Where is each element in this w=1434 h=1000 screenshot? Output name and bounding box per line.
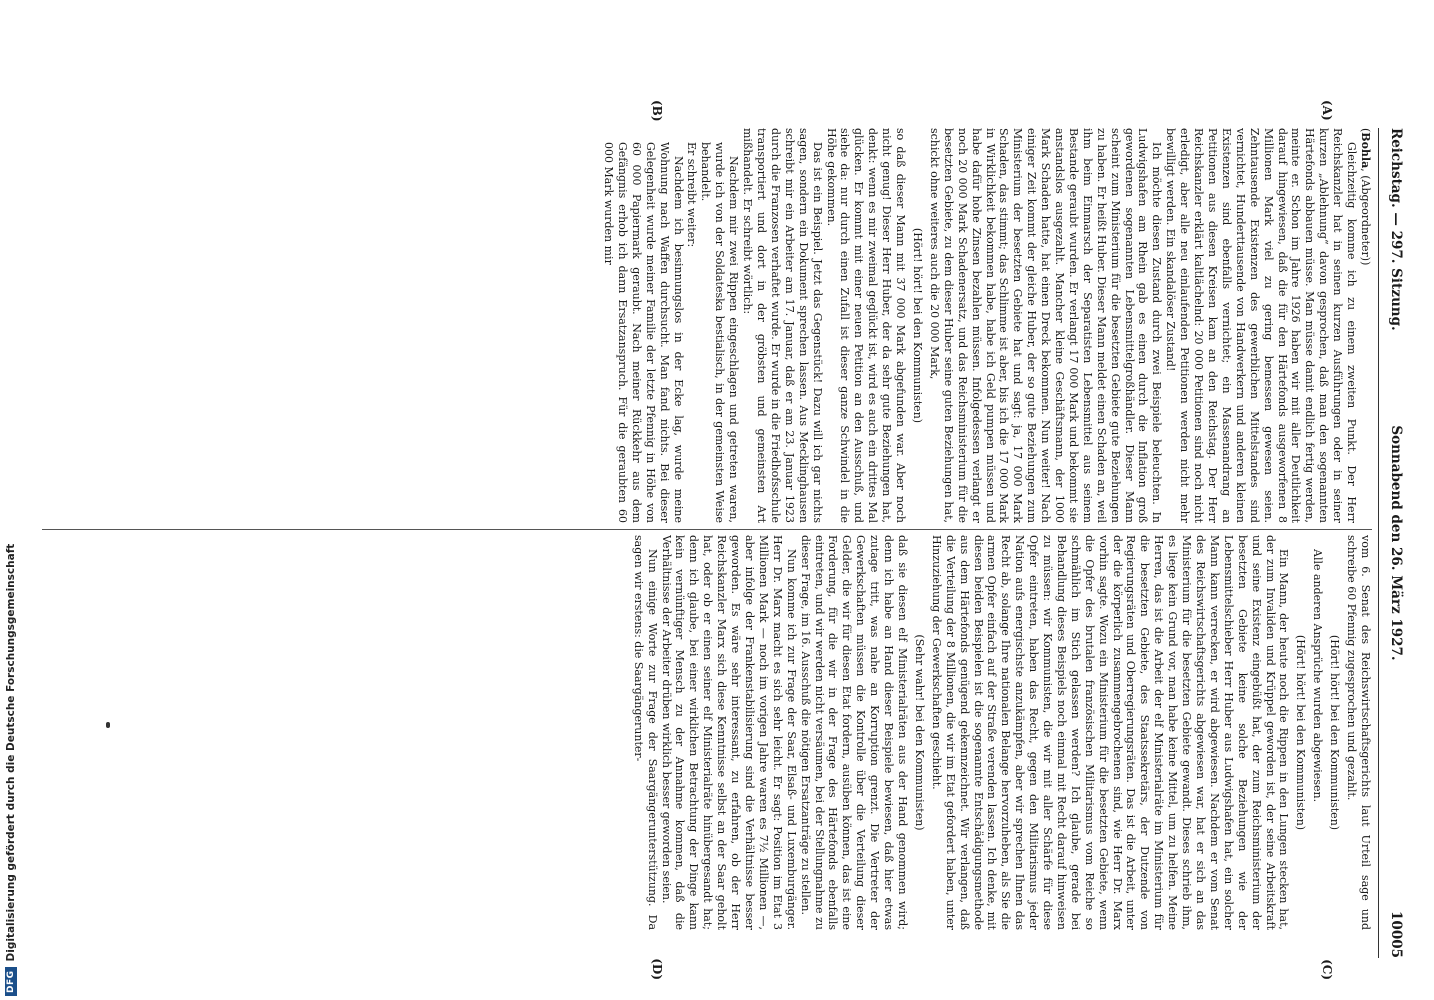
- digitization-strip: [0, 0, 22, 1000]
- speaker-line: (Bohla, (Abgeordneter)): [1359, 128, 1372, 266]
- paragraph: Gleichzeitig komme ich zu einem zweiten Punkt. Der Herr Reichskanzler hat in seinen kurzen Ausführungen oder in seiner kurzen „Ablehnung“ davon gesprochen, daß man den sogenannten Härtefonds abbauen müsse. Man müsse damit endlich fertig werden, meinte er. Schon im Jahre 1926 haben wir mit aller Deutlichkeit darauf hingewiesen, daß die für den Härtefonds ausgeworfenen 8 Millionen Mark viel zu gering bemessen gewesen seien. Zehntausende Existenzen des gewerblichen Mittelstandes sind vernichtet, Hunderttausende von Handwerkern und anderen kleinen Existenzen sind ebenfalls vernichtet; ein Massenandrang an Petitionen aus diesen Kreisen kam an den Reichstag. Der Herr Reichskanzler erklärt kaltlächelnd: 20 000 Petitionen sind noch nicht erledigt, aber alle neu einlaufenden Petitionen werden nicht mehr bewilligt werden. Ein skandalöser Zustand!: [1164, 128, 1359, 523]
- paragraph: Alle anderen Ansprüche wurden abgewiesen.: [1311, 549, 1325, 803]
- paragraph: Ein Mann, der heute noch die Rippen in den Lungen stecken hat, der zum Invaliden und Krüppel geworden ist, der seine Arbeitskraft und seine Existenz eingebüßt hat, der zum Reichsministerium der besetzten Gebiete keine solche Beziehungen wie der Lebensmittelschieber Herr Huber aus Ludwigshafen hat, ein solcher Mann kann verrecken, er wird abgewiesen. Nachdem er vom Senat des Reichswirtschaftsgerichts abgewiesen war, hat er sich an das Ministerium für die besetzten Gebiete gewandt. Dieses schrieb ihm, es liege kein Grund vor, man habe keine Mittel, um zu helfen. Meine Herren, das ist die Arbeit der elf Ministerialräte im Ministerium für die besetzten Gebiete, des Staatssekretärs, der Dutzende von Regierungsräten und Oberregierungsräten. Das ist die Arbeit, unter der die körperlich zusammengebrochenen sind, wie Herr Dr. Marx vorhin sagte. Wozu ein Ministerium für die besetzten Gebiete, wenn die Opfer des brutalen französischen Militarismus vom Reiche so schmählich im Stich gelassen werden? Ich glaube, gerade bei Behandlung dieses Beispiels noch einmal mit Recht darauf hinweisen zu müssen: wir Kommunisten, die wir mit aller Schärfe für diese Opfer eintreten, haben das Recht, gegen den Militarismus jeder Nation aufs energischste anzukämpfen, aber wir sprechen Ihnen das Recht ab, solange Ihre nationalen Belange hervorzuheben, als Sie die armen Opfer einfach auf der Straße verenden lassen. Ich denke, mit diesen beiden Beispielen ist die sogenannte Entschädigungsmethode aus dem Härtefonds genügend gekennzeichnet. Wir verlangen, daß die Verteilung der 8 Millionen, die wir im Etat gefordert haben, unter Hinzuziehung der Gewerkschaften geschieht.: [929, 535, 1291, 930]
- interjection: (Hört! hört! bei den Kommunisten): [1328, 634, 1342, 831]
- speaker-role: (Abgeordneter): [1359, 175, 1372, 262]
- speaker-name: Bohla: [1359, 132, 1372, 169]
- paragraph: Das ist ein Beispiel. Jetzt das Gegenstück! Dazu will ich gar nichts sagen, sondern ein Dokument sprechen lassen. Aus Mecklinghausen schreibt mir ein Arbeiter am 17. Januar, daß er am 23. Januar 1923 durch die Franzosen verhaftet wurde. Er wurde in die Friedhofsschule transportiert und dort in der gröbsten und gemeinsten Art mißhandelt. Er schreibt wörtlich:: [741, 128, 824, 523]
- quote: Nachdem mir zwei Rippen eingeschlagen und getreten waren, wurde ich von der Soldateska bestialisch, in der gemeinsten Weise behandelt.: [699, 142, 741, 523]
- paragraph: vom 6. Senat des Reichswirtschaftsgerichts laut Urteil sage und schreibe 60 Pfennig zugesprochen und gezahlt.: [1345, 535, 1372, 930]
- margin-marker-b: (B): [650, 100, 664, 122]
- paragraph: Nun komme ich zur Frage der Saar, Elsaß- und Luxemburgänger. Herr Dr. Marx macht es sich sehr leicht. Er sagt: Position im Etat 3 Millionen Mark — noch im vorigen Jahre waren es 7½ Millionen —, aber infolge der Frankenstabilisierung sind die Verhältnisse besser geworden. Es wäre sehr interessant, zu erfahren, ob der Herr Reichskanzler Marx sich diese Kenntnisse selbst an der Saar geholt hat, oder ob er einen seiner elf Ministerialräte hinübergesandt hat; denn ich glaube, bei einer wirklichen Betrachtung der Dinge kann kein vernünftiger Mensch zu der Annahme kommen, daß die Verhältnisse der Arbeiter drüben wirklich besser geworden seien.: [659, 535, 798, 930]
- margin-marker-d: (D): [650, 958, 664, 980]
- dfg-logo: DFG: [5, 967, 17, 996]
- column-divider: [42, 529, 1372, 530]
- quote: Nachdem ich besinnungslos in der Ecke lag, wurde meine Wohnung nach Waffen durchsucht. Man fand nichts. Bei dieser Gelegenheit wurde meiner Familie der letzte Pfennig in Höhe von 60 000 Papiermark geraubt. Nach meiner Rückkehr aus dem Gefängnis erhob ich dann Ersatzanspruch. Für die geraubten 60 000 Mark wurden mir: [602, 142, 685, 523]
- interjection: (Hört! hört! bei den Kommunisten): [1294, 634, 1308, 831]
- interjection: (Hört! hört! bei den Kommunisten): [911, 227, 924, 424]
- digitization-credit: Digitalisierung gefördert durch die Deutsche Forschungsgemeinschaft: [5, 543, 17, 962]
- paragraph: Ich möchte diesen Zustand durch zwei Beispiele beleuchten. In Ludwigshafen am Rhein gab es einen durch die Inflation groß gewordenen sogenannten Lebensmittelgroßhändler. Dieser Mann scheint zum Ministerium für die besetzten Gebiete gute Beziehungen zu haben. Er heißt Huber. Dieser Mann meldet einen Schaden an, weil ihm beim Einmarsch der Separatisten Lebensmittel aus seinem Bestande geraubt wurden. Er verlangt 17 000 Mark und bekommt sie anstandslos ausgezahlt. Mancher kleine Geschäftsmann, der 1000 Mark Schaden hatte, hat einen Dreck bekommen. Nun weiter! Nach einiger Zeit kommt der gleiche Huber, der so gute Beziehungen zum Ministerium der besetzten Gebiete hat und sagt: ja, 17 000 Mark Schaden, das stimmt; das Schlimme ist aber, bis ich die 17 000 Mark in Wirklichkeit bekommen habe, habe ich Geld pumpen müssen und habe dafür hohe Zinsen bezahlen müssen. Infolgedessen verlangt er noch 20 000 Mark Schadenersatz, und das Reichsministerium für die besetzten Gebiete, zu dem dieser Huber seine guten Beziehungen hat, schickt ohne weiteres auch die 20 000 Mark,: [927, 128, 1164, 523]
- margin-marker-c: (C): [1320, 959, 1334, 980]
- right-column: [32, 535, 1372, 930]
- paragraph: daß sie diesen elf Ministerialräten aus der Hand genommen wird; denn ich habe an Hand dieser Beispiele bewiesen, daß hier etwas zutage tritt, was nahe an Korruption grenzt. Die Vertreter der Gewerkschaften müssen die Kontrolle über die Verteilung dieser Gelder, die wir für diesen Etat fordern, ausüben können, das ist eine Forderung, für die wir in der Frage des Härtefonds ebenfalls eintreten, und wir werden nicht versäumen, bei der Stellungnahme zu dieser Frage, im 16. Ausschuß die nötigen Ersatzanträge zu stellen.: [798, 535, 909, 930]
- left-column: [32, 128, 1372, 523]
- margin-marker-a: (A): [1320, 100, 1334, 121]
- interjection: (Sehr wahr! bei den Kommunisten): [912, 634, 926, 831]
- page-header: [1384, 128, 1404, 958]
- header-rule: [1378, 128, 1379, 958]
- paragraph: Er schreibt weiter:: [685, 142, 699, 248]
- header-left: Reichstag. — 297. Sitzung.: [1388, 128, 1404, 331]
- scan-speck: [106, 722, 110, 728]
- page-number: 10005: [1388, 911, 1404, 958]
- header-date: Sonnabend den 26. März 1927.: [1388, 425, 1404, 661]
- paragraph: so daß dieser Mann mit 37 000 Mark abgefunden war. Aber noch nicht genug! Dieser Herr Huber, der da sehr gute Beziehungen hat, denkt: wenn es mir zweimal geglückt ist, wird es auch ein drittes Mal glücken. Er kommt mit einer neuen Petition an den Ausschuß, und siehe da: nur durch einen Zufall ist dieser ganze Schwindel in die Höhe gekommen.: [824, 128, 908, 523]
- paragraph: Nun einige Worte zur Frage der Saargängerunterstützung. Da sagen wir erstens: die Saargängerunter-: [631, 535, 659, 930]
